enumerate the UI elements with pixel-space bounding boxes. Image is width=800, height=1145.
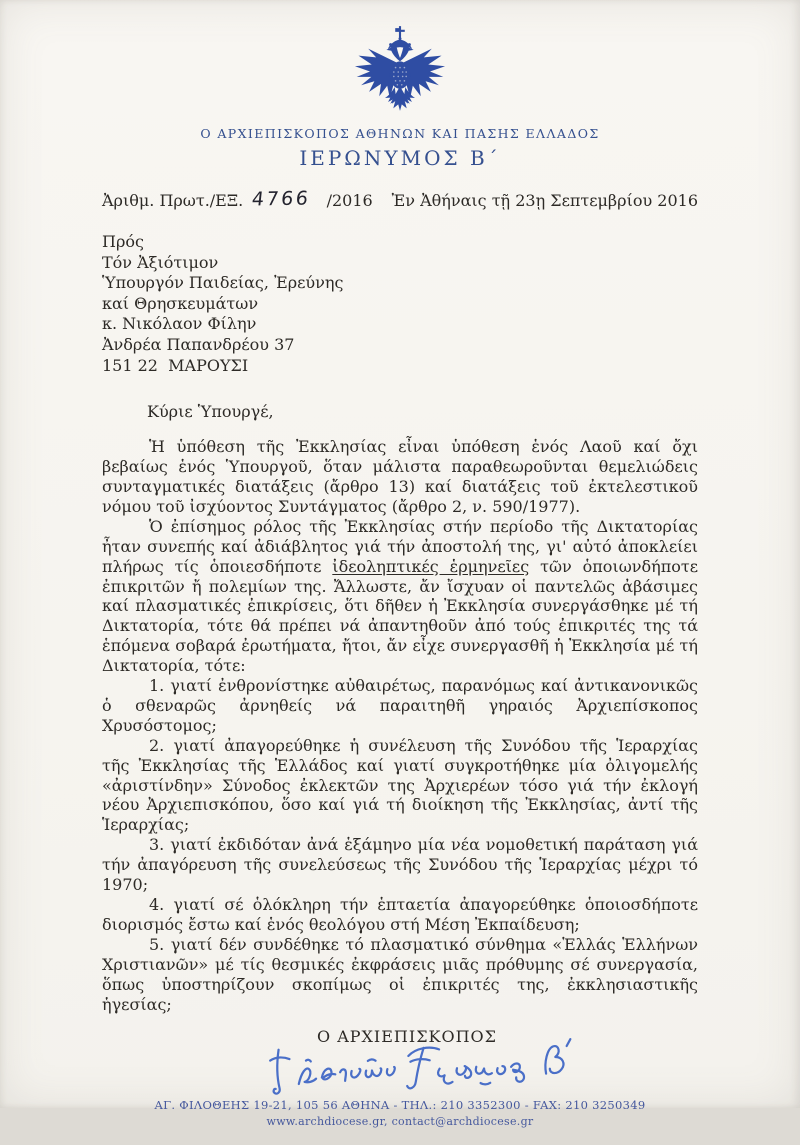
paragraph-2-text-before: Ὁ ἐπίσημος ρόλος τῆς Ἐκκλησίας στήν περίοδο τῆς Δικτατορίας ἦταν συνεπής καί ἀδιάβλητος γιά τήν ἀποστολή της, γι' αὐτό ἀποκλείει πλήρως τίς ὁποιεσδήποτε: [102, 516, 698, 576]
question-item-2: 2. γιατί ἀπαγορεύθηκε ἡ συνέλευση τῆς Συνόδου τῆς Ἱεραρχίας τῆς Ἐκκλησίας τῆς Ἑλλάδος καί γιατί συγκροτήθηκε μία ὀλιγομελής «ἀριστίνδην» Σύνοδος ἐκλεκτῶν της Ἀρχιερέων τόσο γιά τήν ἐκλογή νέου Ἀρχιεπισκόπου, ὅσο καί γιά τή διοίκηση τῆς Ἐκκλησίας, ἀντί τῆς Ἱεραρχίας;: [102, 735, 698, 835]
double-headed-eagle-icon: [347, 26, 453, 118]
letter-footer: [102, 1098, 698, 1145]
question-item-4: 4. γιατί σέ ὁλόκληρη τήν ἑπταετία ἀπαγορεύθηκε ὁποιοσδήποτε διορισμός ἔστω καί ἑνός θεολόγου στή Μέση Ἐκπαίδευση;: [102, 895, 698, 934]
footer-address: ΑΓ. ΦΙΛΟΘΕΗΣ 19-21, 105 56 ΑΘΗΝΑ - ΤΗΛ.: 210 3352300 - FAX: 210 3250349: [154, 1098, 646, 1113]
protocol-year: /2016: [326, 191, 373, 210]
paragraph-2-text-after: τῶν ὁποιωνδήποτε ἐπικριτῶν ἤ πολεμίων της. Ἄλλωστε, ἄν ἴσχυαν οἱ παντελῶς ἀβάσιμες καί πλασματικές ἐπικρίσεις, ὅτι δῆθεν ἡ Ἐκκλησία συνεργάσθηκε μέ τή Δικτατορία, τότε θά πρέπει νά ἀπαντηθοῦν ἀπό τούς ἐπικριτές της τά ἑπόμενα σοβαρά ἐρωτήματα, ἤτοι, ἄν εἶχε συνεργασθῆ ἡ Ἐκκλησία μέ τή Δικτατορία, τότε:: [102, 556, 698, 676]
signature-title: Ο ΑΡΧΙΕΠΙΣΚΟΠΟΣ: [317, 1027, 497, 1047]
recipient-line: Ὑπουργόν Παιδείας, Ἐρεύνης: [102, 273, 344, 293]
paragraph-1: Ἡ ὑπόθεση τῆς Ἐκκλησίας εἶναι ὑπόθεση ἑνός Λαοῦ καί ὄχι βεβαίως ἑνός Ὑπουργοῦ, ὅταν μάλιστα παραθεωροῦνται θεμελιώδεις συνταγματικές διατάξεις (ἄρθρο 13) καί διατάξεις τοῦ ἐκτελεστικοῦ νόμου τοῦ ἰσχύοντος Συντάγματος (ἄρθρο 2, ν. 590/1977).: [102, 437, 698, 516]
underlined-phrase: ἰδεοληπτικές ἑρμηνεῖες: [332, 556, 530, 576]
recipient-line: καί Θρησκευμάτων: [102, 293, 259, 313]
footer-contacts: www.archdiocese.gr, contact@archdiocese.gr: [266, 1114, 534, 1128]
protocol-prefix: Ἀριθμ. Πρωτ./ΕΞ.: [102, 191, 244, 210]
handwritten-protocol-number: 4766: [250, 187, 312, 211]
letterhead-institution: Ο ΑΡΧΙΕΠΙΣΚΟΠΟΣ ΑΘΗΝΩΝ ΚΑΙ ΠΑΣΗΣ ΕΛΛΑΔΟΣ: [200, 126, 600, 141]
recipient-block: [102, 232, 698, 376]
protocol-number-group: [102, 189, 373, 211]
recipient-line: 151 22 ΜΑΡΟΥΣΙ: [102, 355, 249, 375]
recipient-line: Τόν Ἀξιότιμον: [102, 252, 219, 272]
question-item-3: 3. γιατί ἐκδιδόταν ἀνά ἑξάμηνο μία νέα νομοθετική παράταση γιά τήν ἀπαγόρευση τῆς συνελεύσεως τῆς Συνόδου τῆς Ἱεραρχίας μέχρι τό 1970;: [102, 835, 698, 895]
handwritten-signature: [261, 1036, 594, 1103]
reference-line: [102, 189, 698, 211]
recipient-line: Πρός: [102, 232, 144, 251]
letterhead: [102, 26, 698, 170]
letterhead-archbishop-name: ΙΕΡΩΝΥΜΟΣ Β΄: [299, 146, 501, 170]
paragraph-2: [102, 517, 698, 676]
question-item-5: 5. γιατί δέν συνδέθηκε τό πλασματικό σύνθημα «Ἑλλάς Ἑλλήνων Χριστιανῶν» μέ τίς θεσμικές ἐκφράσεις μιᾶς πρόθυμης σέ συνεργασία, ὅπως ὑποστηρίζουν σκοπίμως οἱ ἐπικριτές της, ἐκκλησιαστικῆς ἡγεσίας;: [102, 934, 698, 1014]
recipient-line: Ἀνδρέα Παπανδρέου 37: [102, 334, 295, 354]
question-item-1: 1. γιατί ἐνθρονίστηκε αὐθαιρέτως, παρανόμως καί ἀντικανονικῶς ὁ σθεναρῶς ἀρνηθείς νά παραιτηθῆ γηραιός Ἀρχιεπίσκοπος Χρυσόστομος;: [102, 676, 698, 735]
salutation: Κύριε Ὑπουργέ,: [147, 402, 274, 422]
signature-block: [102, 1027, 698, 1098]
dateline: Ἐν Ἀθήναις τῇ 23ῃ Σεπτεμβρίου 2016: [391, 191, 698, 210]
recipient-line: κ. Νικόλαον Φίλην: [102, 314, 257, 334]
